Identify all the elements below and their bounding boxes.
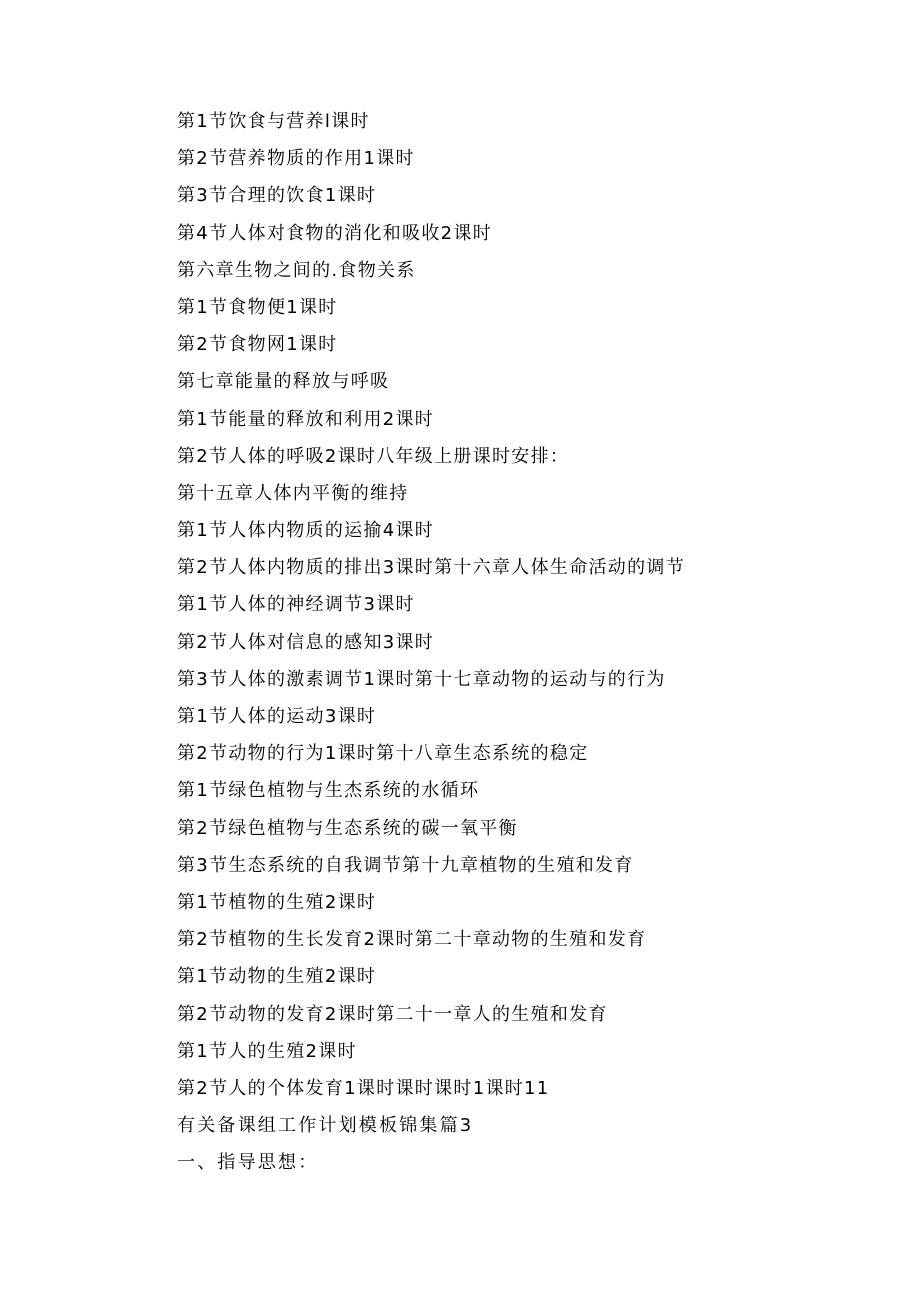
chapter-heading: 第七章能量的释放与呼吸	[177, 371, 390, 393]
text-line: 第2节动物的行为1课时第十八章生态系统的稳定	[177, 743, 589, 765]
text-line: 第1节食物便1课时	[177, 296, 338, 318]
text-line: 第2节动物的发育2课时第二十一章人的生殖和发育	[177, 1003, 608, 1025]
text-line: 第1节人体的神经调节3课时	[177, 594, 415, 616]
text-line: 第3节人体的激素调节1课时第十七章动物的运动与的行为	[177, 668, 666, 690]
text-line: 第2节植物的生长发育2课时第二十章动物的生殖和发育	[177, 929, 647, 951]
text-line: 第2节人体内物质的排出3课时第十六章人体生命活动的调节	[177, 557, 686, 579]
section-title: 有关备课组工作计划模板锦集篇3	[177, 1115, 474, 1137]
text-line: 第3节生态系统的自我调节第十九章植物的生殖和发育	[177, 854, 634, 876]
text-line: 第1节动物的生殖2课时	[177, 966, 377, 988]
chapter-heading: 第十五章人体内平衡的维持	[177, 482, 409, 504]
text-line: 第2节人体的呼吸2课时八年级上册课时安排：	[177, 445, 570, 467]
text-line: 第2节人的个体发育1课时课时课时1课时11	[177, 1077, 550, 1099]
text-line: 第4节人体对食物的消化和吸收2课时	[177, 222, 493, 244]
chapter-heading: 第六章生物之间的.食物关系	[177, 259, 416, 281]
text-line: 第1节人的生殖2课时	[177, 1040, 357, 1062]
text-line: 第2节营养物质的作用1课时	[177, 148, 415, 170]
text-line: 第3节合理的饮食1课时	[177, 185, 377, 207]
text-line: 第1节人体内物质的运揄4课时	[177, 520, 435, 542]
text-line: 第2节绿色植物与生态系统的碳一氧平衡	[177, 817, 518, 839]
text-line: 第1节植物的生殖2课时	[177, 891, 377, 913]
text-line: 第2节食物网1课时	[177, 334, 338, 356]
text-line: 第1节能量的释放和利用2课时	[177, 408, 435, 430]
text-body	[177, 108, 897, 1186]
text-line: 第1节绿色植物与生杰系统的水循环	[177, 780, 480, 802]
text-line: 第2节人体对信息的感知3课时	[177, 631, 435, 653]
section-heading: 一、指导思想：	[177, 1152, 319, 1174]
text-line: 第1节饮食与营养l课时	[177, 111, 370, 132]
text-line: 第1节人体的运动3课时	[177, 706, 377, 727]
